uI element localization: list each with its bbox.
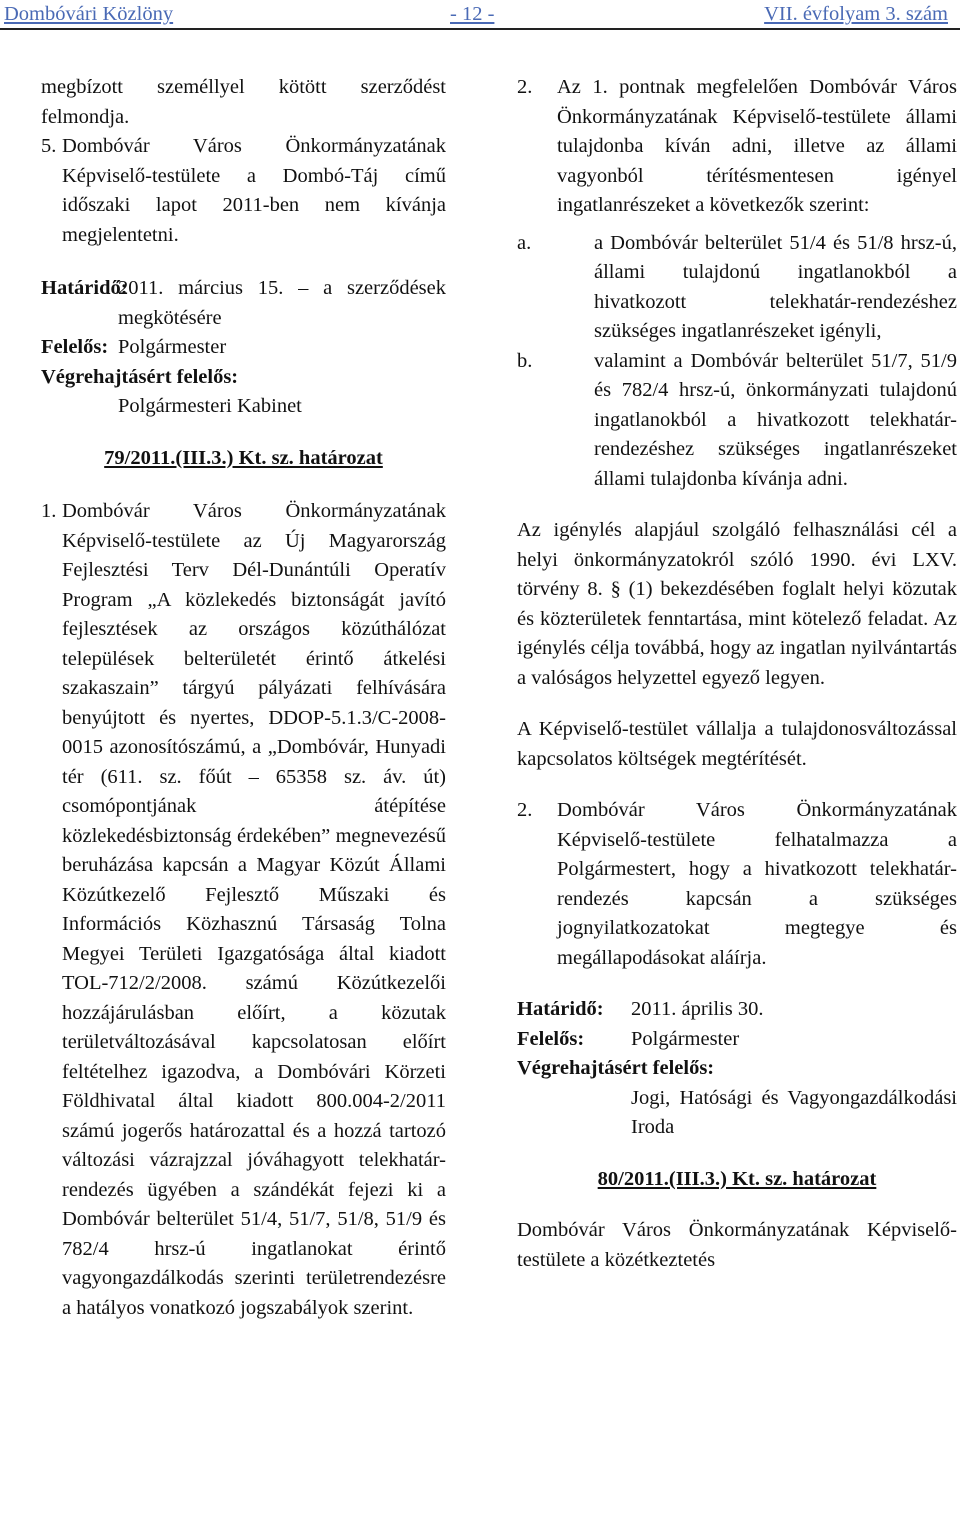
issue-info[interactable]: VII. évfolyam 3. szám xyxy=(764,3,948,25)
resolution-title-80: 80/2011.(III.3.) Kt. sz. határozat xyxy=(597,1167,877,1190)
deadline-label: Határidő: xyxy=(517,998,604,1020)
item-5-text: Dombóvár Város Önkormányzatának Képviselő-testülete a Dombó-Táj című időszaki lapot 2011-ben nem kívánja megjelentetni. xyxy=(62,135,446,246)
left-column xyxy=(41,73,446,1323)
item-2 xyxy=(517,73,957,221)
item-1-number: 1. xyxy=(41,500,57,522)
paragraph-purpose: Az igénylés alapjául szolgáló felhasználási cél a helyi önkormányzatokról szóló 1990. évi LXV. törvény 8. § (1) bekezdésében foglalt helyi közutak és közterületek fenntartása, mint kötelező feladat. Az igénylés célja továbbá, hogy az ingatlan nyilvántartás a valóságos helyzettel egyező legyen. xyxy=(517,519,957,689)
responsible-value: Polgármester xyxy=(118,336,227,358)
execution-label: Végrehajtásért felelős: xyxy=(41,365,239,388)
list-item-a-text: a Dombóvár belterület 51/4 és 51/8 hrsz-ú, állami tulajdonú ingatlanokból a hivatkozott telekhatár-rendezéshez szükséges ingatlanrészeket igényli, xyxy=(594,231,957,342)
item-2b-text: Dombóvár Város Önkormányzatának Képviselő-testülete felhatalmazza a Polgármestert, hogy a hivatkozott telekhatár-rendezés kapcsán a szükséges jognyilatkozatokat megtegye és megállapodásokat aláírja. xyxy=(557,799,957,969)
list-item-b-label: b. xyxy=(517,349,533,372)
deadline-value: 2011. március 15. – a szerződések megkötésére xyxy=(118,277,446,329)
item-2-number: 2. xyxy=(517,76,533,98)
execution-value: Polgármesteri Kabinet xyxy=(118,395,302,417)
deadline-right xyxy=(517,995,957,1025)
responsible-label: Felelős: xyxy=(517,1027,585,1050)
responsible-label: Felelős: xyxy=(41,336,109,358)
responsible-left xyxy=(41,333,446,363)
deadline-value: 2011. április 30. xyxy=(631,998,764,1020)
list-item-a xyxy=(517,229,957,347)
page-number[interactable]: - 12 - xyxy=(450,3,495,25)
list-item-b-text: valamint a Dombóvár belterület 51/7, 51/9 és 782/4 hrsz-ú, önkormányzati tulajdonú ingatlanokból a hivatkozott telekhatár-rendezéshez szükséges ingatlanrészeket állami tulajdonba kívánja adni. xyxy=(594,349,957,490)
deadline-label: Határidő: xyxy=(41,277,128,299)
responsible-value: Polgármester xyxy=(631,1027,740,1050)
list-item-b xyxy=(517,347,957,495)
item-2b-number: 2. xyxy=(517,799,533,821)
right-column xyxy=(517,73,957,1275)
deadline-left xyxy=(41,274,446,333)
page-header xyxy=(0,0,960,30)
list-item-a-label: a. xyxy=(517,231,532,254)
item-2b xyxy=(517,796,957,973)
closing-text: Dombóvár Város Önkormányzatának Képviselő-testülete a közétkeztetés xyxy=(517,1219,957,1271)
item-1-text: Dombóvár Város Önkormányzatának Képviselő-testülete az Új Magyarország Fejlesztési Terv Dél-Dunántúli Operatív Program „A közlekedés biztonságát javító fejlesztések az országos közúthálózat települések belterületét érintő átkelési szakaszain” tárgyú pályázati felhívására benyújtott és nyertes, DDOP-5.1.3/C-2008-0015 azonosítószámú, a „Dombóvár, Hunyadi tér (611. sz. főút – 65358 sz. áv. út) csomópontjának átépítése közlekedésbiztonság érdekében” megnevezésű beruházása kapcsán a Magyar Közút Állami Közútkezelő Fejlesztő Műszaki és Információs Közhasznú Társaság Tolna Megyei Területi Igazgatósága által kiadott TOL-712/2/2008. számú Közútkezelői hozzájárulásban előírt, a közutak területváltozásával kapcsolatosan előírt feltételhez igazodva, a Dombóvári Körzeti Földhivatal által kiadott 800.004-2/2011 számú jogerős határozattal és a hozzá tartozó változási vázrajzzal jóváhagyott telekhatár-rendezés ügyében a szándékát fejezi ki a Dombóvár belterület 51/4, 51/7, 51/8, 51/9 és 782/4 hrsz-ú ingatlanokat érintő vagyongazdálkodás szerinti területrendezésre a hatályos vonatkozó jogszabályok szerint. xyxy=(62,500,446,1319)
resolution-title-79: 79/2011.(III.3.) Kt. sz. határozat xyxy=(104,446,383,469)
publication-title[interactable]: Dombóvári Közlöny xyxy=(4,3,174,25)
execution-label: Végrehajtásért felelős: xyxy=(517,1057,715,1079)
intro-text: megbízott személlyel kötött szerződést felmondja. xyxy=(41,76,446,128)
item-1 xyxy=(41,497,446,1323)
responsible-right xyxy=(517,1025,957,1055)
execution-value: Jogi, Hatósági és Vagyongazdálkodási Iroda xyxy=(631,1086,957,1138)
item-5-number: 5. xyxy=(41,135,57,157)
paragraph-costs: A Képviselő-testület vállalja a tulajdonosváltozással kapcsolatos költségek megtérítését. xyxy=(517,718,957,770)
item-5 xyxy=(41,132,446,250)
item-2-text: Az 1. pontnak megfelelően Dombóvár Város Önkormányzatának Képviselő-testülete állami tulajdonba kíván adni, illetve az állami vagyonból térítésmentesen igényel ingatlanrészeket a következők szerint: xyxy=(557,76,957,216)
